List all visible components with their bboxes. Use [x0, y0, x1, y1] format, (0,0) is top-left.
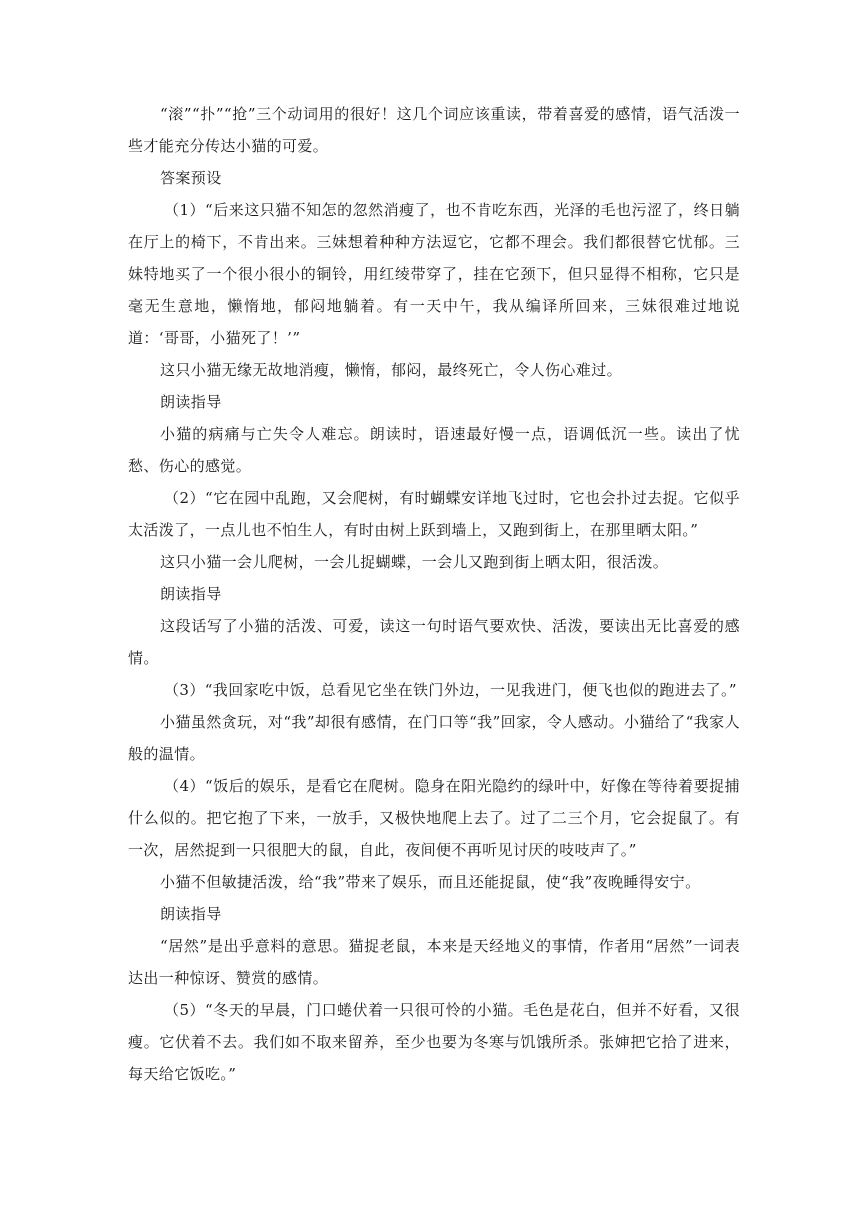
section-heading: 朗读指导 [160, 393, 222, 411]
paragraph-body: 小猫虽然贪玩，对“我”却很有感情，在门口等“我”回家，令人感动。小猫给了“我家人般的温情。 [128, 713, 740, 763]
paragraph-body: “居然”是出乎意料的意思。猫捉老鼠，本来是天经地义的事情，作者用“居然”一词表达出一种惊讶、赞赏的感情。 [128, 937, 740, 987]
quote-paragraph-2: （2）“它在园中乱跑，又会爬树，有时蝴蝶安详地飞过时，它也会扑过去捉。它似乎太活泼了，一点儿也不怕生人，有时由树上跃到墙上，又跑到街上，在那里晒太阳。” [128, 489, 740, 539]
paragraph-body: “滚”“扑”“抢”三个动词用的很好！这几个词应该重读，带着喜爱的感情，语气活泼一些才能充分传达小猫的可爱。 [128, 105, 740, 155]
paragraph-body: 小猫不但敏捷活泼，给“我”带来了娱乐，而且还能捉鼠，使“我”夜晚睡得安宁。 [160, 873, 701, 891]
paragraph-body: 这只小猫无缘无故地消瘦，懒惰，郁闷，最终死亡，令人伤心难过。 [160, 361, 623, 379]
document-page [128, 98, 740, 1090]
section-heading: 朗读指导 [160, 905, 222, 923]
quote-paragraph-4: （4）“饭后的娱乐，是看它在爬树。隐身在阳光隐约的绿叶中，好像在等待着要捉捕什么似的。把它抱了下来，一放手，又极快地爬上去了。过了二三个月，它会捉鼠了。有一次，居然捉到一只很肥大的鼠，自此，夜间便不再听见讨厌的吱吱声了。” [128, 777, 740, 859]
quote-paragraph-5: （5）“冬天的早晨，门口蜷伏着一只很可怜的小猫。毛色是花白，但并不好看，又很瘦。它伏着不去。我们如不取来留养，至少也要为冬寒与饥饿所杀。张婶把它拾了进来，每天给它饭吃。” [128, 1001, 740, 1083]
paragraph-body: 这段话写了小猫的活泼、可爱，读这一句时语气要欢快、活泼，要读出无比喜爱的感情。 [128, 617, 740, 667]
paragraph-body: 这只小猫一会儿爬树，一会儿捉蝴蝶，一会儿又跑到街上晒太阳，很活泼。 [160, 553, 669, 571]
section-heading: 答案预设 [160, 169, 222, 187]
quote-paragraph-3: （3）“我回家吃中饭，总看见它坐在铁门外边，一见我进门，便飞也似的跑进去了。” [164, 681, 737, 699]
paragraph-body: 小猫的病痛与亡失令人难忘。朗读时，语速最好慢一点，语调低沉一些。读出了忧愁、伤心的感觉。 [128, 425, 740, 475]
section-heading: 朗读指导 [160, 585, 222, 603]
quote-paragraph-1: （1）“后来这只猫不知怎的忽然消瘦了，也不肯吃东西，光泽的毛也污涩了，终日躺在厅上的椅下，不肯出来。三妹想着种种方法逗它，它都不理会。我们都很替它忧郁。三妹特地买了一个很小很小的铜铃，用红绫带穿了，挂在它颈下，但只显得不相称，它只是毫无生意地，懒惰地，郁闷地躺着。有一天中午，我从编译所回来，三妹很难过地说道：‘哥哥，小猫死了！’” [128, 201, 740, 347]
